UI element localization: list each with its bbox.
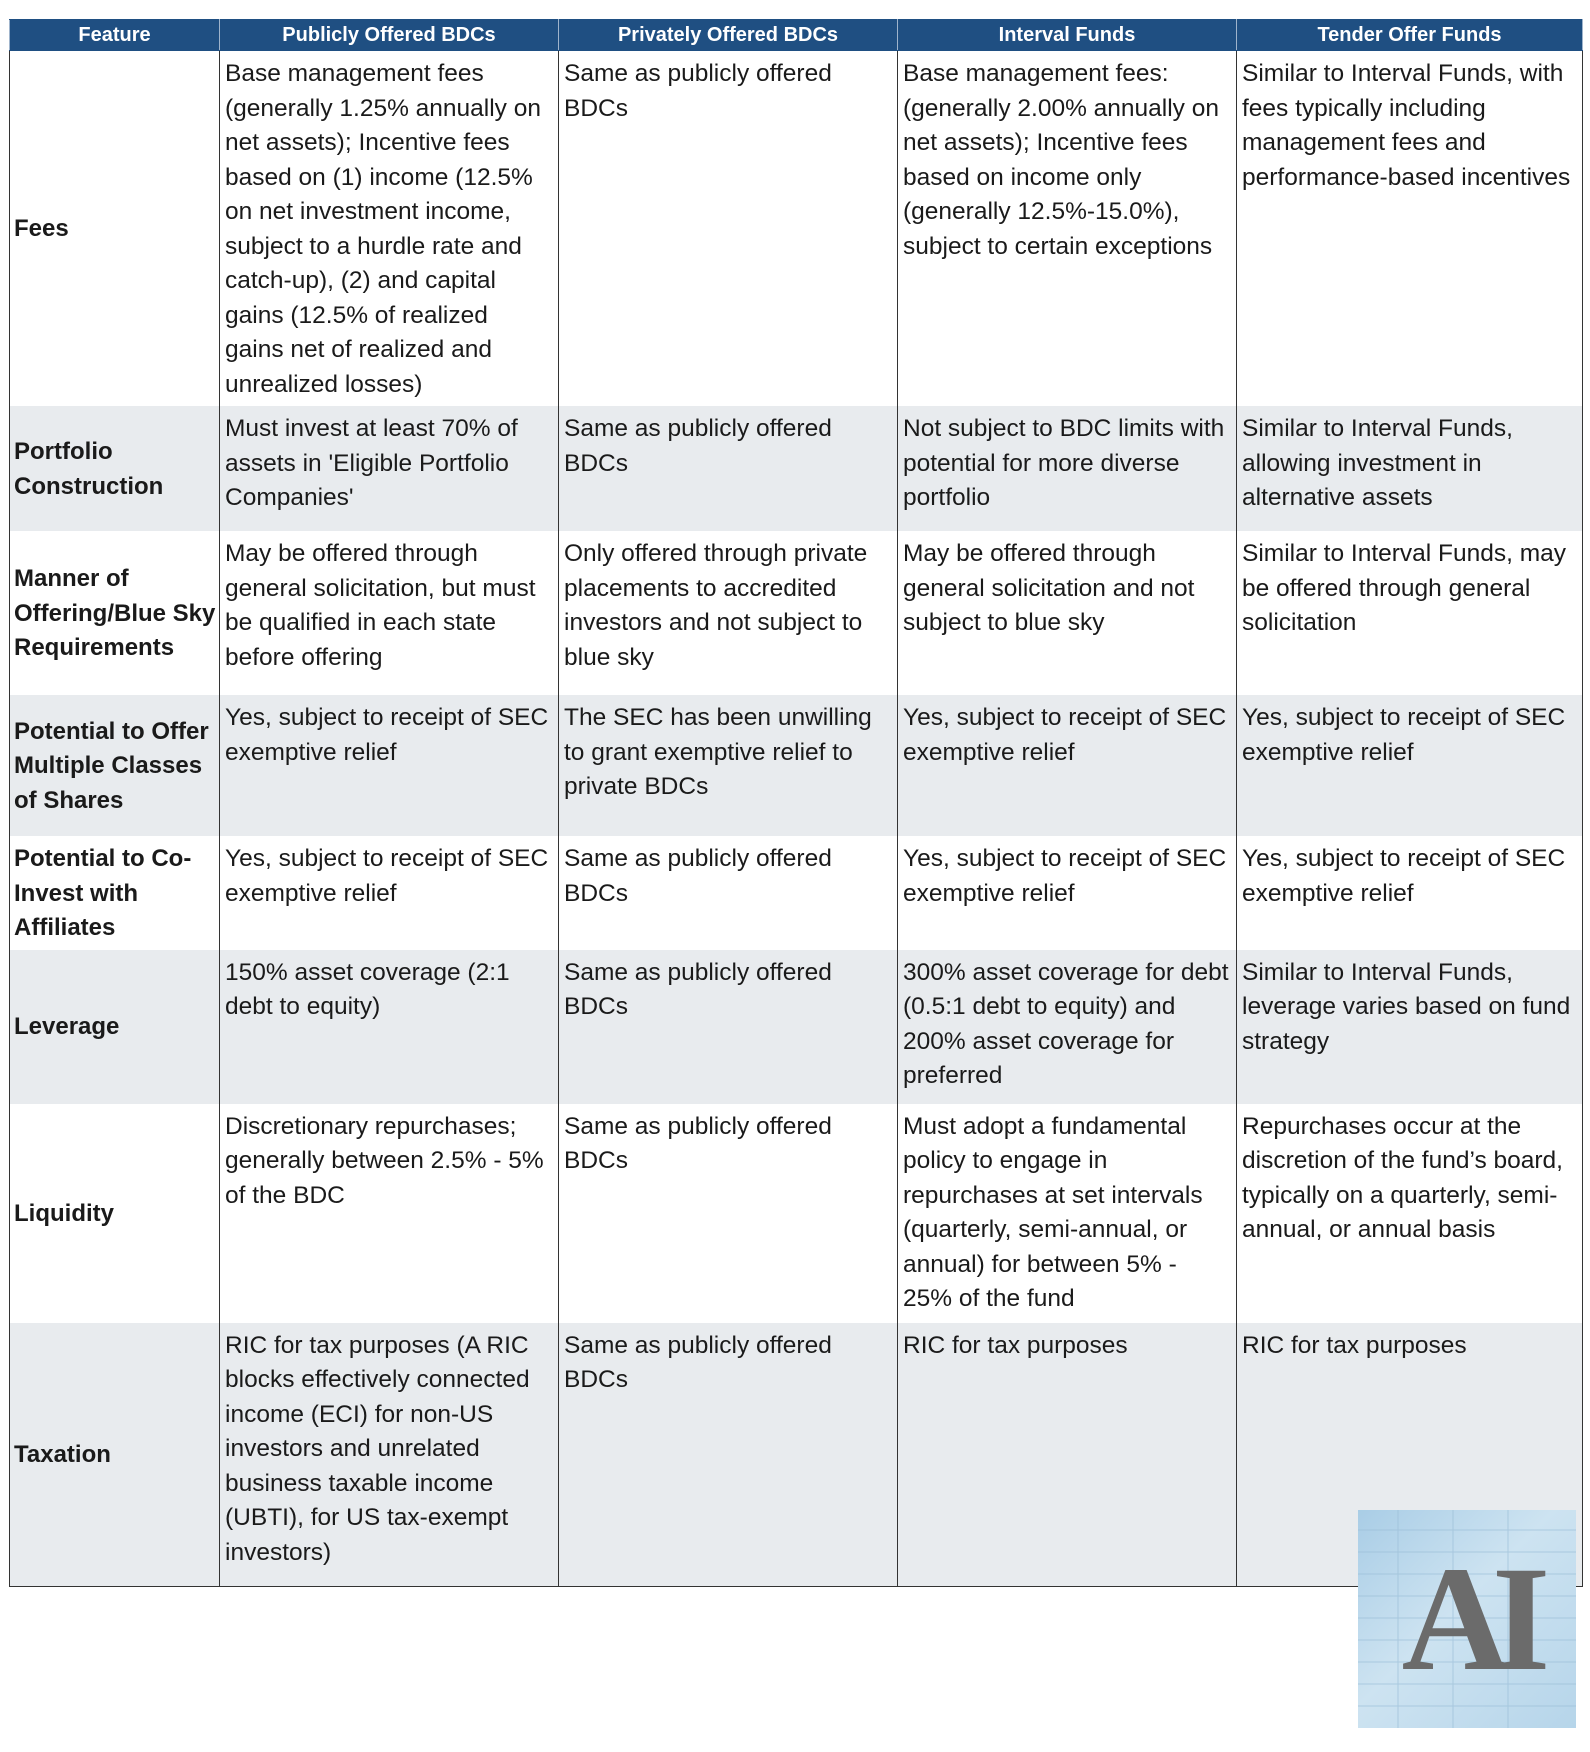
table-row-taxation (10, 1323, 1583, 1587)
tender-offer-cell: Similar to Interval Funds, leverage varies based on fund strategy (1237, 950, 1583, 1104)
header-feature: Feature (10, 20, 220, 51)
header-public-bdcs: Publicly Offered BDCs (220, 20, 559, 51)
feature-cell: Fees (10, 51, 220, 407)
public-bdc-cell: Discretionary repurchases; generally between 2.5% - 5% of the BDC (220, 1104, 559, 1323)
private-bdc-cell: Same as publicly offered BDCs (559, 51, 898, 407)
header-interval-funds: Interval Funds (898, 20, 1237, 51)
tender-offer-cell: Similar to Interval Funds, allowing investment in alternative assets (1237, 406, 1583, 531)
table-row-portfolio-construction (10, 406, 1583, 531)
private-bdc-cell: Same as publicly offered BDCs (559, 836, 898, 950)
feature-cell: Potential to Co-Invest with Affiliates (10, 836, 220, 950)
private-bdc-cell: The SEC has been unwilling to grant exemptive relief to private BDCs (559, 695, 898, 836)
interval-fund-cell: May be offered through general solicitation and not subject to blue sky (898, 531, 1237, 695)
private-bdc-cell: Same as publicly offered BDCs (559, 950, 898, 1104)
private-bdc-cell: Only offered through private placements to accredited investors and not subject to blue sky (559, 531, 898, 695)
tender-offer-cell: RIC for tax purposes (1237, 1323, 1583, 1587)
ai-logo-icon (1358, 1510, 1576, 1728)
tender-offer-cell: Yes, subject to receipt of SEC exemptive relief (1237, 836, 1583, 950)
header-private-bdcs: Privately Offered BDCs (559, 20, 898, 51)
table-row-leverage (10, 950, 1583, 1104)
tender-offer-cell: Yes, subject to receipt of SEC exemptive relief (1237, 695, 1583, 836)
interval-fund-cell: Yes, subject to receipt of SEC exemptive relief (898, 695, 1237, 836)
header-tender-offer-funds: Tender Offer Funds (1237, 20, 1583, 51)
tender-offer-cell: Similar to Interval Funds, with fees typically including management fees and performance-based incentives (1237, 51, 1583, 407)
interval-fund-cell: 300% asset coverage for debt (0.5:1 debt to equity) and 200% asset coverage for preferred (898, 950, 1237, 1104)
feature-cell: Taxation (10, 1323, 220, 1587)
fund-comparison-table (9, 19, 1583, 1587)
table-row-multiple-classes (10, 695, 1583, 836)
interval-fund-cell: Base management fees: (generally 2.00% annually on net assets); Incentive fees based on income only (generally 12.5%-15.0%), subject to certain exceptions (898, 51, 1237, 407)
logo-letters: AI (1401, 1536, 1533, 1702)
feature-cell: Leverage (10, 950, 220, 1104)
private-bdc-cell: Same as publicly offered BDCs (559, 406, 898, 531)
feature-cell: Potential to Offer Multiple Classes of Shares (10, 695, 220, 836)
tender-offer-cell: Similar to Interval Funds, may be offered through general solicitation (1237, 531, 1583, 695)
table-row-fees (10, 51, 1583, 407)
table-row-liquidity (10, 1104, 1583, 1323)
table-row-co-invest (10, 836, 1583, 950)
public-bdc-cell: Base management fees (generally 1.25% annually on net assets); Incentive fees based on (1) income (12.5% on net investment income, subject to a hurdle rate and catch-up), (2) and capital gains (12.5% of realized gains net of realized and unrealized losses) (220, 51, 559, 407)
interval-fund-cell: Not subject to BDC limits with potential for more diverse portfolio (898, 406, 1237, 531)
interval-fund-cell: RIC for tax purposes (898, 1323, 1237, 1587)
public-bdc-cell: RIC for tax purposes (A RIC blocks effectively connected income (ECI) for non-US investors and unrelated business taxable income (UBTI), for US tax-exempt investors) (220, 1323, 559, 1587)
public-bdc-cell: 150% asset coverage (2:1 debt to equity) (220, 950, 559, 1104)
public-bdc-cell: Yes, subject to receipt of SEC exemptive relief (220, 695, 559, 836)
feature-cell: Portfolio Construction (10, 406, 220, 531)
interval-fund-cell: Yes, subject to receipt of SEC exemptive relief (898, 836, 1237, 950)
feature-cell: Manner of Offering/Blue Sky Requirements (10, 531, 220, 695)
feature-cell: Liquidity (10, 1104, 220, 1323)
private-bdc-cell: Same as publicly offered BDCs (559, 1104, 898, 1323)
public-bdc-cell: Must invest at least 70% of assets in 'Eligible Portfolio Companies' (220, 406, 559, 531)
private-bdc-cell: Same as publicly offered BDCs (559, 1323, 898, 1587)
interval-fund-cell: Must adopt a fundamental policy to engage in repurchases at set intervals (quarterly, semi-annual, or annual) for between 5% - 25% of the fund (898, 1104, 1237, 1323)
table-row-manner-of-offering (10, 531, 1583, 695)
comparison-table-container (9, 19, 1582, 1587)
tender-offer-cell: Repurchases occur at the discretion of the fund’s board, typically on a quarterly, semi-annual, or annual basis (1237, 1104, 1583, 1323)
public-bdc-cell: Yes, subject to receipt of SEC exemptive relief (220, 836, 559, 950)
public-bdc-cell: May be offered through general solicitation, but must be qualified in each state before offering (220, 531, 559, 695)
table-header-row (10, 20, 1583, 51)
